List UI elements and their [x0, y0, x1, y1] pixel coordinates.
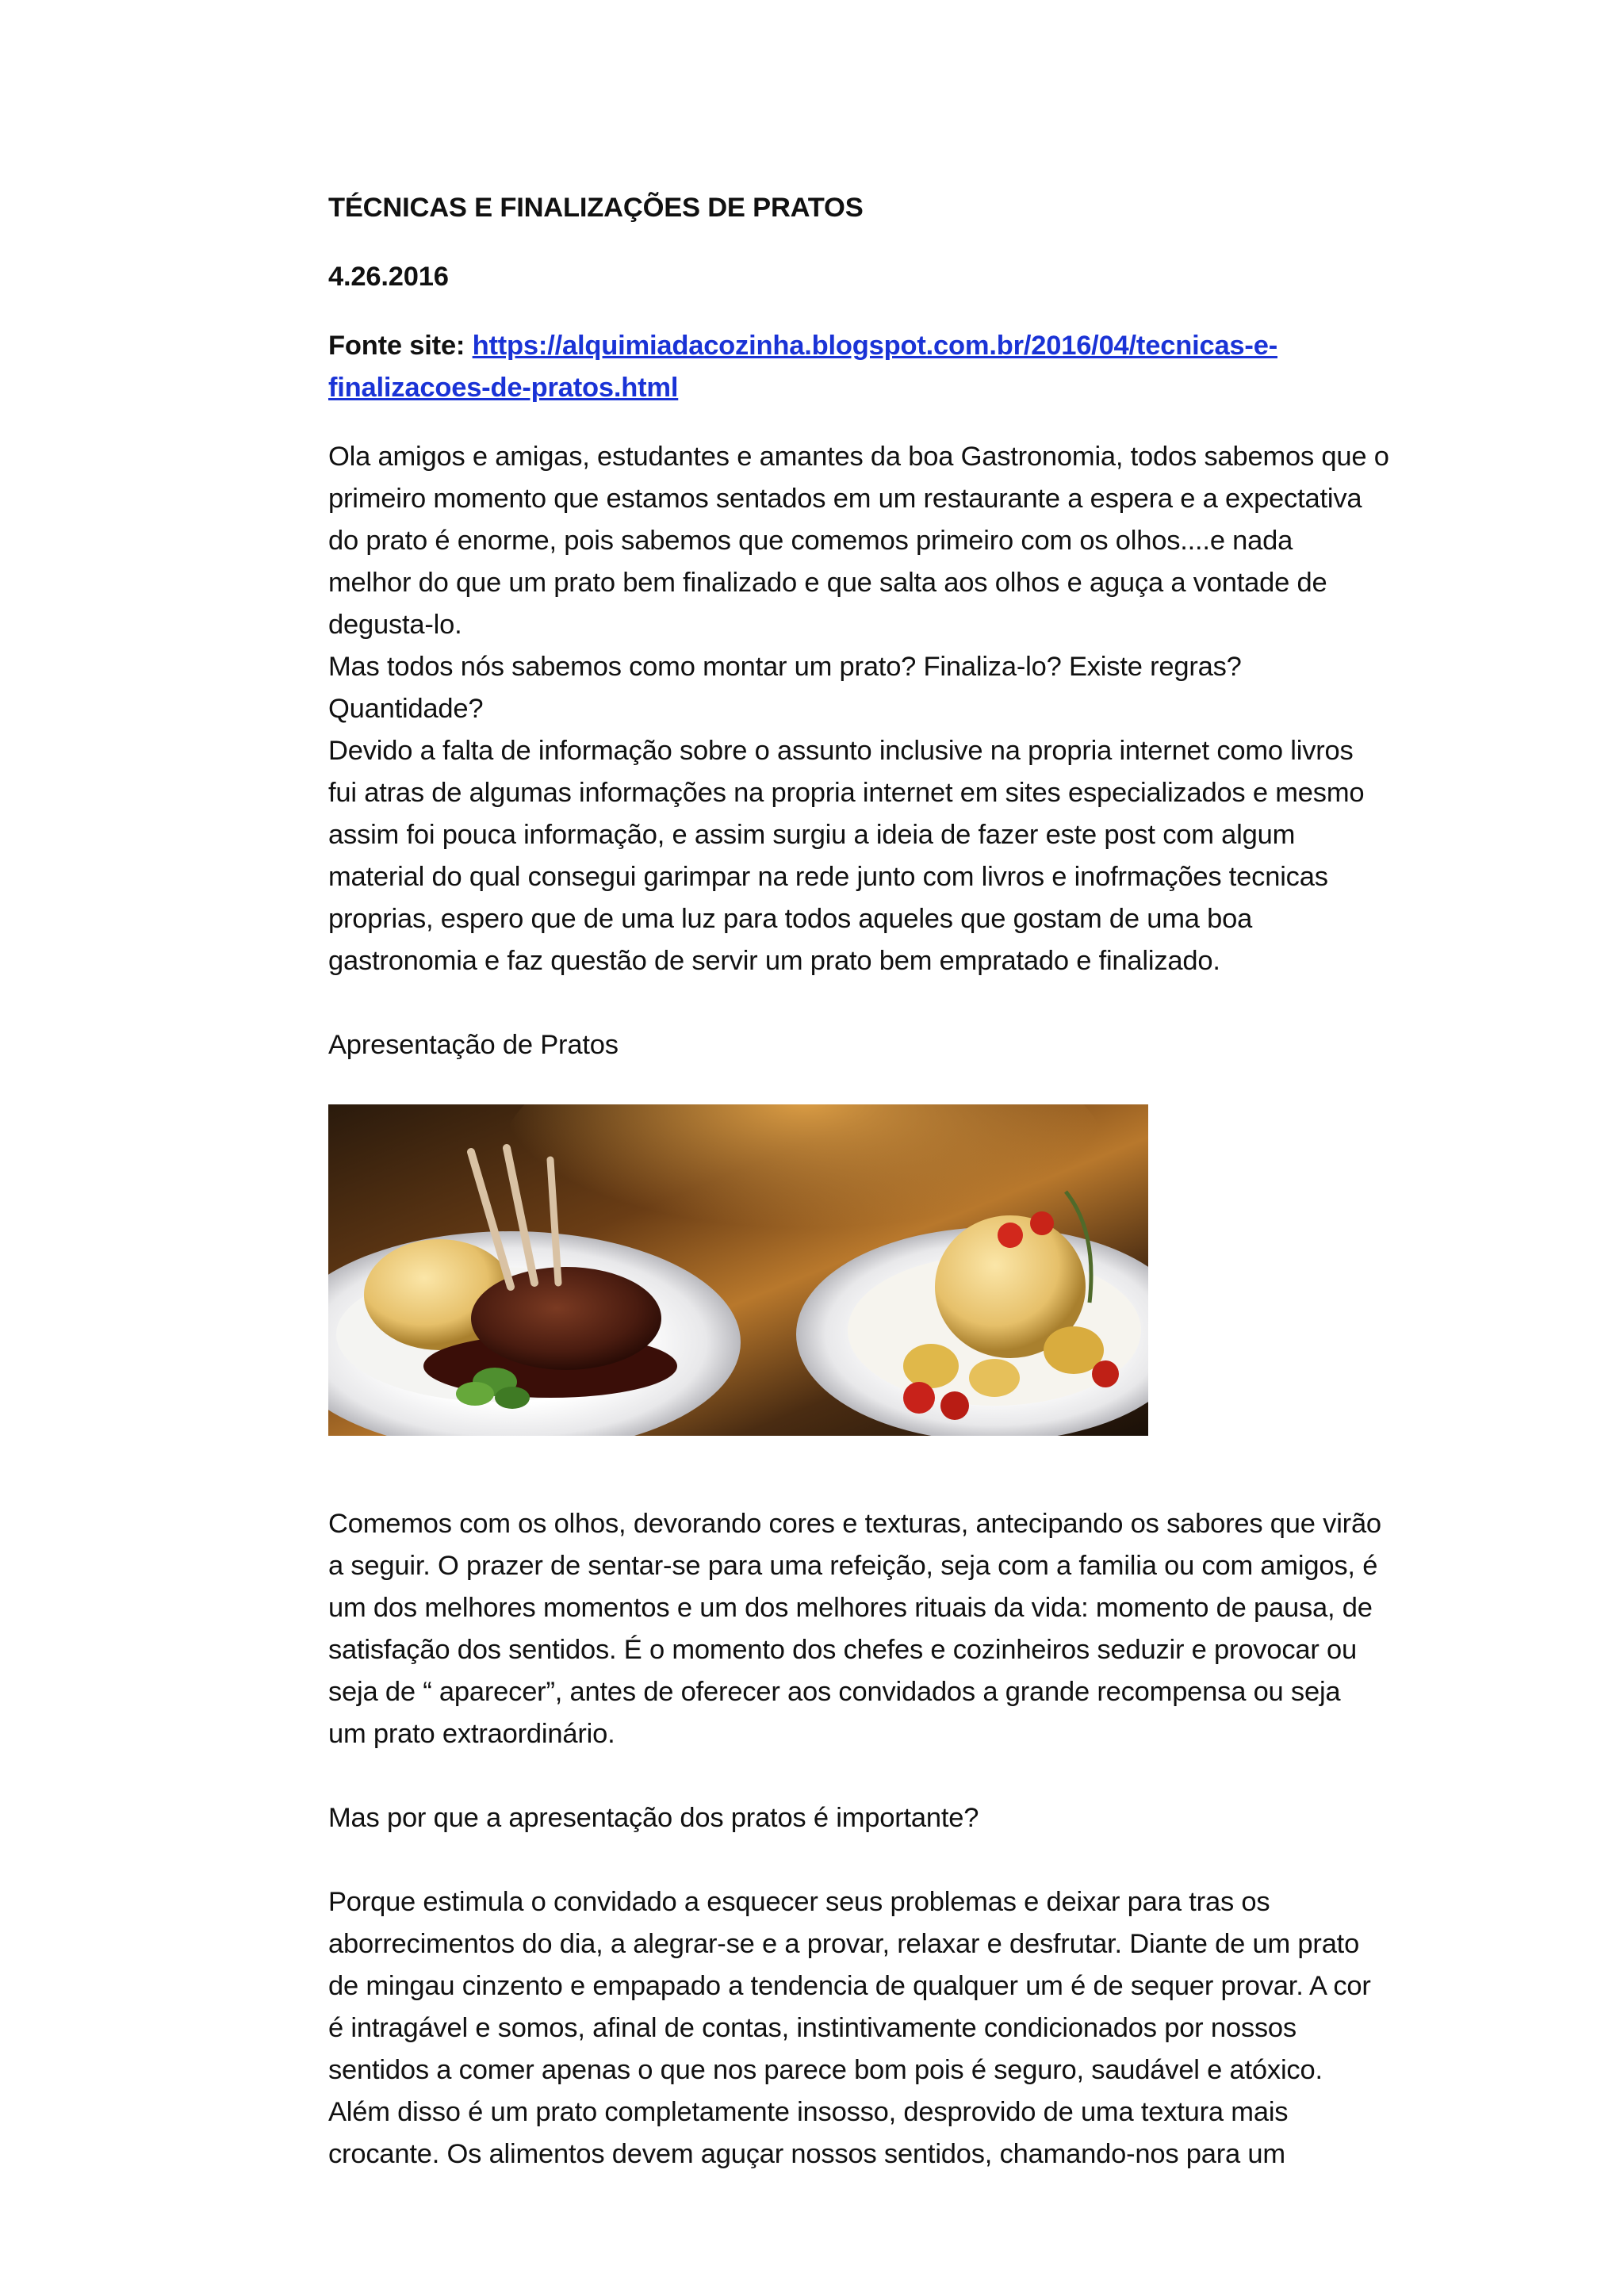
text-line: Mas todos nós sabemos como montar um prato? Finaliza-lo? Existe regras? [328, 652, 1242, 682]
text-line: melhor do que um prato bem finalizado e que salta aos olhos e aguça a vontade de [328, 568, 1327, 598]
question-line: Mas por que a apresentação dos pratos é importante? [328, 1803, 979, 1833]
source-block [328, 325, 1399, 409]
text-line: um prato extraordinário. [328, 1719, 615, 1749]
paragraph-3 [328, 1881, 1399, 2175]
text-line: do prato é enorme, pois sabemos que comemos primeiro com os olhos....e nada [328, 526, 1293, 556]
text-line: primeiro momento que estamos sentados em um restaurante a espera e a expectativa [328, 484, 1362, 514]
text-line: Além disso é um prato completamente insosso, desprovido de uma textura mais [328, 2097, 1289, 2127]
text-line: crocante. Os alimentos devem aguçar nossos sentidos, chamando-nos para um [328, 2139, 1285, 2169]
source-link-part-1[interactable]: https://alquimiadacozinha.blogspot.com.br/2016/04/tecnicas-e- [472, 331, 1277, 361]
text-line: fui atras de algumas informações na propria internet em sites especializados e mesmo [328, 778, 1365, 808]
text-line: aborrecimentos do dia, a alegrar-se e a provar, relaxar e desfrutar. Diante de um prato [328, 1929, 1360, 1959]
text-line: seja de “ aparecer”, antes de oferecer aos convidados a grande recompensa ou seja [328, 1677, 1341, 1707]
text-line: Porque estimula o convidado a esquecer seus problemas e deixar para tras os [328, 1887, 1270, 1917]
post-date: 4.26.2016 [328, 262, 449, 292]
source-line-1 [328, 325, 1399, 367]
section-heading: Apresentação de Pratos [328, 1030, 619, 1060]
source-line-2 [328, 367, 1399, 409]
text-line: é intragável e somos, afinal de contas, instintivamente condicionados por nossos [328, 2013, 1297, 2043]
text-line: sentidos a comer apenas o que nos parece bom pois é seguro, saudável e atóxico. [328, 2055, 1323, 2085]
intro-paragraph [328, 436, 1399, 982]
text-line: material do qual consegui garimpar na rede junto com livros e inofrmações tecnicas [328, 862, 1328, 892]
document-page-continued [328, 1503, 1399, 2175]
document-page [328, 187, 1399, 1066]
text-line: Comemos com os olhos, devorando cores e texturas, antecipando os sabores que virão [328, 1509, 1381, 1539]
source-label: Fonte site: [328, 331, 473, 361]
spacer [328, 1755, 1399, 1797]
spacer [328, 1839, 1399, 1881]
text-line: Ola amigos e amigas, estudantes e amantes da boa Gastronomia, todos sabemos que o [328, 442, 1389, 472]
source-link-part-2[interactable]: finalizacoes-de-pratos.html [328, 373, 679, 403]
text-line: satisfação dos sentidos. É o momento dos chefes e cozinheiros seduzir e provocar ou [328, 1635, 1358, 1665]
text-line: assim foi pouca informação, e assim surgiu a ideia de fazer este post com algum [328, 820, 1296, 850]
text-line: a seguir. O prazer de sentar-se para uma refeição, seja com a familia ou com amigos, é [328, 1551, 1378, 1581]
spacer [328, 982, 1399, 1024]
text-line: degusta-lo. [328, 610, 462, 640]
paragraph-2 [328, 1503, 1399, 1755]
text-line: proprias, espero que de uma luz para todos aqueles que gostam de uma boa [328, 904, 1253, 934]
text-line: gastronomia e faz questão de servir um prato bem empratado e finalizado. [328, 946, 1220, 976]
plated-food-photo [328, 1104, 1148, 1436]
text-line: Devido a falta de informação sobre o assunto inclusive na propria internet como livros [328, 736, 1354, 766]
text-line: um dos melhores momentos e um dos melhores rituais da vida: momento de pausa, de [328, 1593, 1373, 1623]
document-title: TÉCNICAS E FINALIZAÇÕES DE PRATOS [328, 193, 864, 223]
text-line: de mingau cinzento e empapado a tendencia de qualquer um é de sequer provar. A cor [328, 1971, 1371, 2001]
text-line: Quantidade? [328, 694, 484, 724]
